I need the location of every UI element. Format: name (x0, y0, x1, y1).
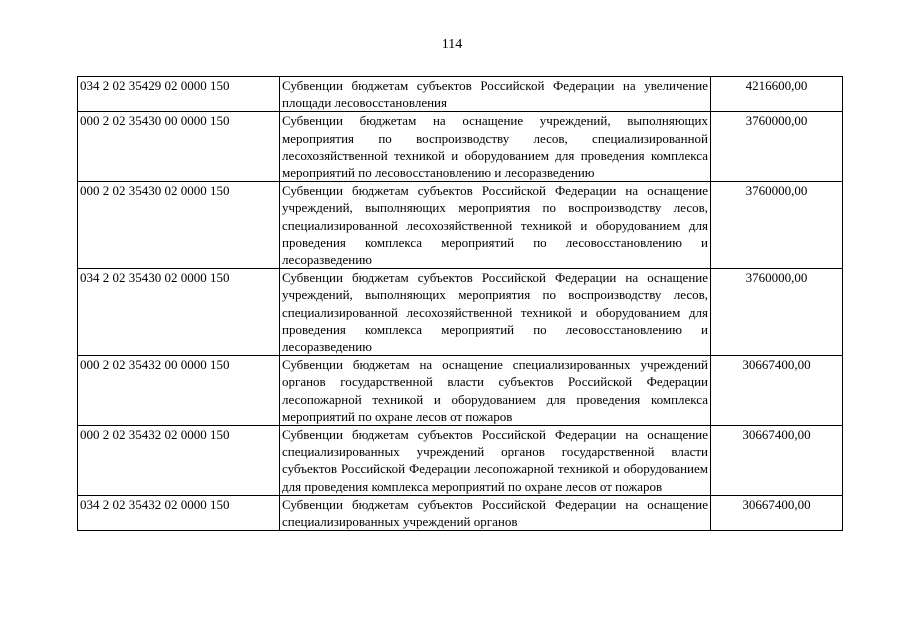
budget-code-cell: 000 2 02 35432 00 0000 150 (78, 356, 280, 426)
table-row (78, 495, 843, 530)
budget-code-cell: 000 2 02 35430 00 0000 150 (78, 112, 280, 182)
budget-code-cell: 034 2 02 35430 02 0000 150 (78, 269, 280, 356)
budget-table-body (78, 77, 843, 531)
table-row (78, 269, 843, 356)
description-cell: Субвенции бюджетам субъектов Российской Федерации на оснащение учреждений, выполняющих мероприятия по воспроизводству лесов, специализированной лесохозяйственной техникой и оборудованием для проведения комплекса мероприятий по лесовосстановлению и лесоразведению (280, 269, 711, 356)
description-cell: Субвенции бюджетам на оснащение специализированных учреждений органов государственной власти субъектов Российской Федерации лесопожарной техникой и оборудованием для проведения комплекса мероприятий по охране лесов от пожаров (280, 356, 711, 426)
table-row (78, 112, 843, 182)
table-row (78, 426, 843, 496)
amount-cell: 3760000,00 (711, 182, 843, 269)
budget-code-cell: 000 2 02 35432 02 0000 150 (78, 426, 280, 496)
amount-cell: 30667400,00 (711, 426, 843, 496)
amount-cell: 30667400,00 (711, 495, 843, 530)
description-cell: Субвенции бюджетам субъектов Российской Федерации на оснащение специализированных учреждений органов (280, 495, 711, 530)
table-row (78, 77, 843, 112)
description-cell: Субвенции бюджетам субъектов Российской Федерации на оснащение учреждений, выполняющих мероприятия по воспроизводству лесов, специализированной лесохозяйственной техникой и оборудованием для проведения комплекса мероприятий по лесовосстановлению и лесоразведению (280, 182, 711, 269)
table-row (78, 182, 843, 269)
description-cell: Субвенции бюджетам субъектов Российской Федерации на увеличение площади лесовосстановления (280, 77, 711, 112)
table-row (78, 356, 843, 426)
amount-cell: 30667400,00 (711, 356, 843, 426)
budget-code-cell: 034 2 02 35432 02 0000 150 (78, 495, 280, 530)
description-cell: Субвенции бюджетам на оснащение учреждений, выполняющих мероприятия по воспроизводству лесов, специализированной лесохозяйственной техникой и оборудованием для проведения комплекса мероприятий по лесовосстановлению и лесоразведению (280, 112, 711, 182)
budget-table (77, 76, 843, 531)
amount-cell: 3760000,00 (711, 112, 843, 182)
page-number: 114 (441, 37, 463, 52)
description-cell: Субвенции бюджетам субъектов Российской Федерации на оснащение специализированных учреждений органов государственной власти субъектов Российской Федерации лесопожарной техникой и оборудованием для проведения комплекса мероприятий по охране лесов от пожаров (280, 426, 711, 496)
amount-cell: 3760000,00 (711, 269, 843, 356)
amount-cell: 4216600,00 (711, 77, 843, 112)
budget-code-cell: 000 2 02 35430 02 0000 150 (78, 182, 280, 269)
budget-code-cell: 034 2 02 35429 02 0000 150 (78, 77, 280, 112)
